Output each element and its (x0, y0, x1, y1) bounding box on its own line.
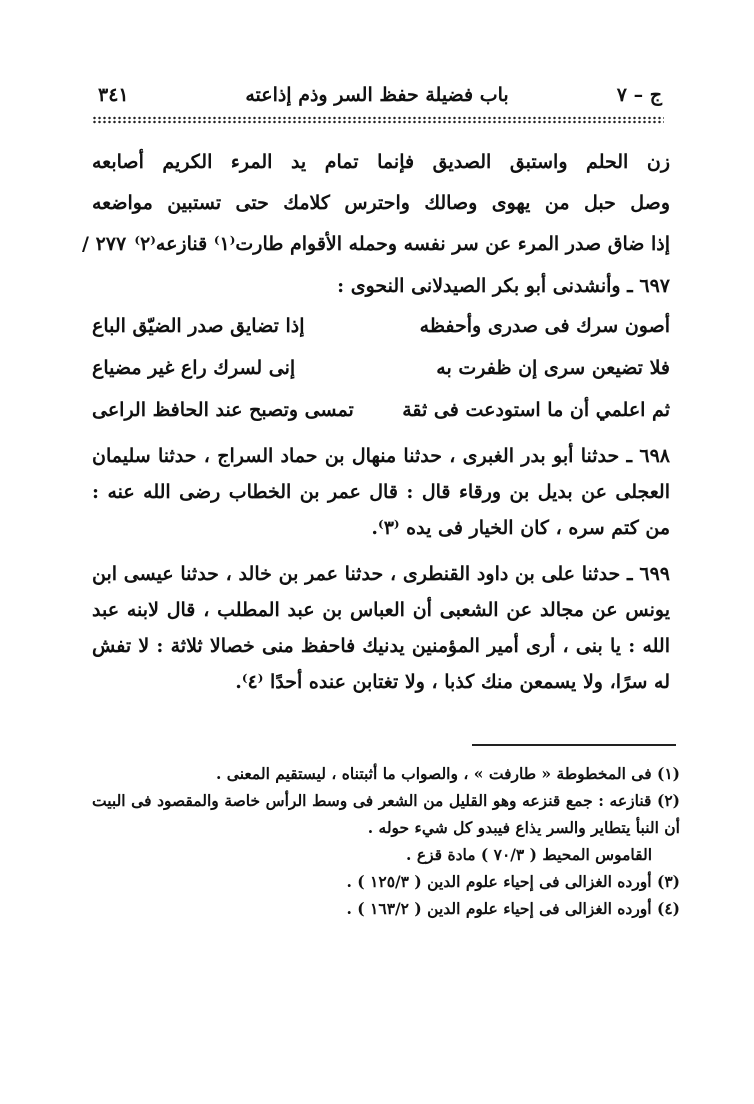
item-699-number: ٦٩٩ (639, 563, 670, 585)
couplet (92, 308, 670, 350)
item-699-paragraph (92, 556, 670, 700)
item-698-text: ـ حدثنا أبو بدر الغبرى ، حدثنا منهال بن حماد السراج ، حدثنا سليمان العجلى عن بديل بن ورقاء قال : قال عمر بن الخطاب رضى الله عنه : من كتم سره ، كان الخيار فى يده ⁽٣⁾. (92, 445, 670, 539)
verse-line (92, 145, 670, 186)
couplet (92, 350, 670, 392)
verse-text: إذا ضاق صدر المرء عن سر نفسه وحمله الأقوام طارت⁽١⁾ قنازعه⁽٢⁾ (134, 233, 670, 255)
couplet-first-hemistich: فلا تضيعن سرى إن ظفرت به (436, 357, 670, 379)
footnote: (٢) قنازعه : جمع قنزعه وهو القليل من الشعر فى وسط الرأس خاصة والمقصود فى البيت أن النبأ يتطاير والسر يذاع فيبدو كل شيء حوله . (92, 791, 680, 837)
item-699-text: ـ حدثنا على بن داود القنطرى ، حدثنا عمر بن خالد ، حدثنا عيسى ابن يونس عن مجالد عن الشعبى أن العباس بن عبد المطلب ، قال لابنه عبد الله : يا بنى ، أرى أمير المؤمنين يدنيك فاحفظ منى خصالا ثلاثة : لا تفش له سرًا، ولا يسمعن منك كذبا ، ولا تغتابن عنده أحدًا ⁽٤⁾. (92, 563, 670, 693)
footnote: (٤) أورده الغزالى فى إحياء علوم الدين ( ١٦٣/٢ ) . (346, 899, 680, 918)
page-number: ٣٤١ (98, 84, 129, 106)
footnote: (٣) أورده الغزالى فى إحياء علوم الدين ( ١٢٥/٣ ) . (346, 872, 680, 891)
verse-line (92, 186, 670, 227)
couplet-first-hemistich: ثم اعلمي أن ما استودعت فى ثقة (402, 399, 670, 421)
main-text (82, 145, 670, 700)
couplet (92, 392, 670, 434)
footnote-reference: القاموس المحيط ( ٧٠/٣ ) مادة قزع . (406, 845, 652, 864)
verse-text: زن الحلم واستبق الصديق فإنما تمام يد المرء الكريم أصابعه (92, 151, 670, 173)
item-697-intro: ٦٩٧ ـ وأنشدنى أبو بكر الصيدلانى النحوى : (337, 275, 670, 297)
item-698-paragraph (92, 438, 670, 546)
couplet-first-hemistich: أصون سرك فى صدرى وأحفظه (419, 315, 670, 337)
volume-label: ج – ٧ (616, 84, 662, 106)
chapter-title: باب فضيلة حفظ السر وذم إذاعته (245, 84, 509, 106)
source-page-ref: / ٢٧٧ (82, 233, 127, 255)
footnotes (92, 760, 680, 922)
couplet-second-hemistich: إذا تضايق صدر الضيّق الباع (92, 315, 305, 337)
item-698-number: ٦٩٨ (639, 445, 670, 467)
footnote: (١) فى المخطوطة « طارفت » ، والصواب ما أثبتناه ، ليستقيم المعنى . (216, 764, 680, 783)
verse-line (82, 227, 670, 268)
verse-text: وصل حبل من يهوى وصالك واحترس كلامك حتى تستبين مواضعه (92, 192, 670, 214)
header-divider (92, 116, 664, 124)
footnote-separator (472, 744, 676, 746)
couplet-second-hemistich: تمسى وتصبح عند الحافظ الراعى (92, 399, 354, 421)
running-header (92, 84, 662, 114)
couplet-second-hemistich: إنى لسرك راع غير مضياع (92, 357, 296, 379)
